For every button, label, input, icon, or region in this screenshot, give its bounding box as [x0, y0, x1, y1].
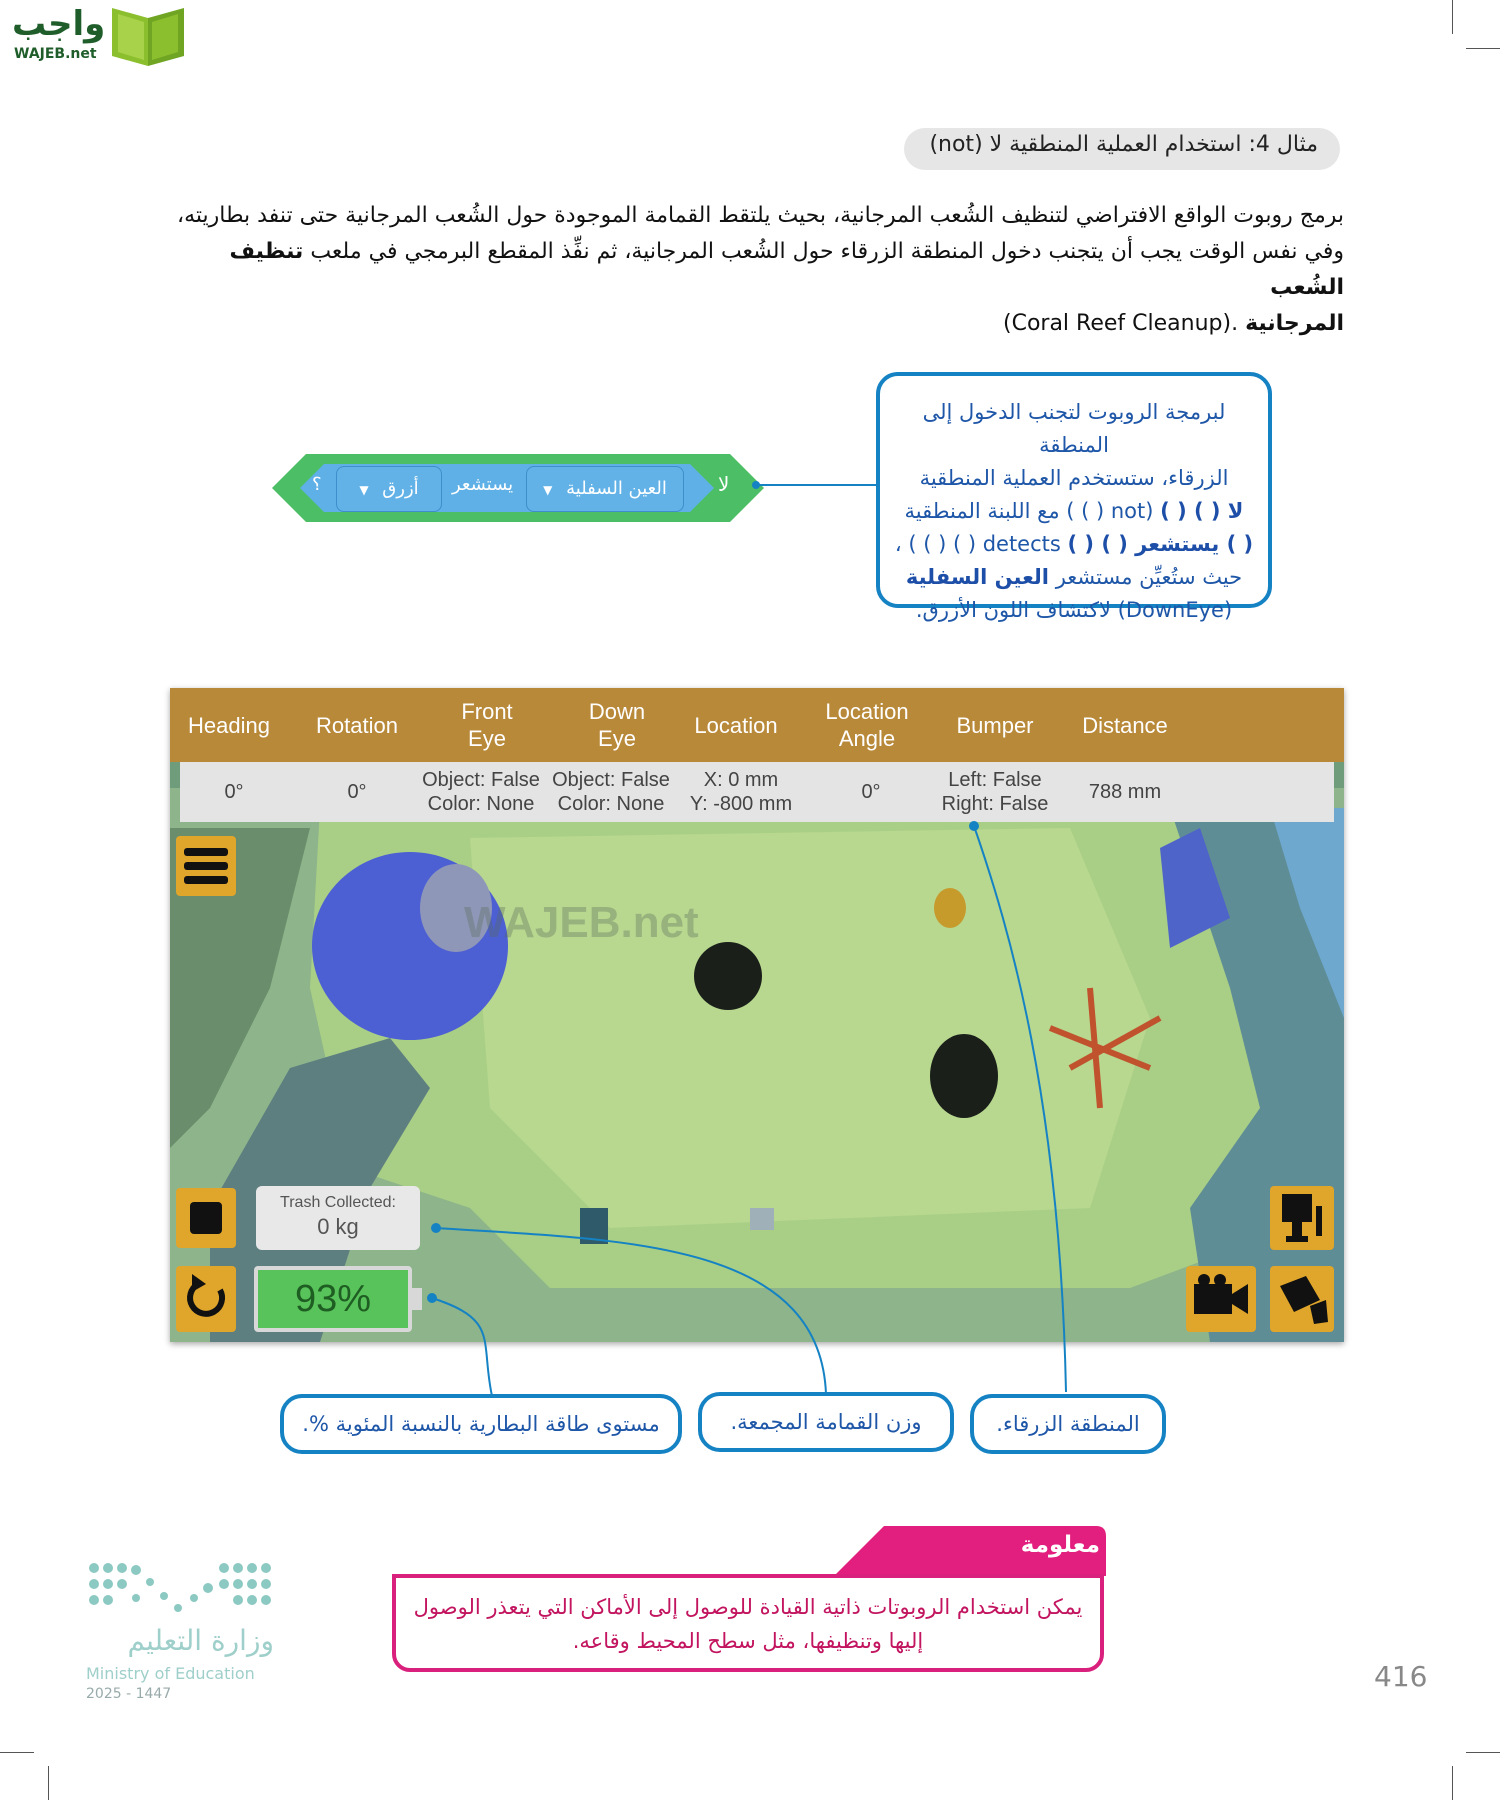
logo-latin-text: WAJEB.net [14, 46, 97, 62]
color-dropdown-value: أزرق [382, 478, 419, 499]
sensor-dropdown-value: العين السفلية [566, 478, 667, 499]
blue-zone-label: المنطقة الزرقاء. [970, 1394, 1166, 1454]
header-heading: Heading [188, 712, 270, 738]
info-line-1: يمكن استخدام الروبوتات ذاتية القيادة للوصول إلى الأماكن التي يتعذر الوصول [413, 1595, 1083, 1619]
value-down-eye-color: Color: None [557, 793, 665, 815]
battery-level-label: مستوى طاقة البطارية بالنسبة المئوية %. [280, 1394, 682, 1454]
chevron-down-icon: ▼ [543, 483, 553, 497]
value-distance: 788 mm [1088, 781, 1162, 803]
ministry-logo [84, 1558, 284, 1718]
value-bumper-left: Left: False [948, 769, 1042, 791]
question-mark: ؟ [312, 474, 322, 495]
header-distance: Distance [1082, 712, 1168, 738]
header-location-angle: Location Angle [825, 699, 909, 751]
value-front-eye-color: Color: None [427, 793, 535, 815]
value-location-y: Y: -800 mm [689, 793, 793, 815]
not-block-label: لا [718, 472, 730, 496]
bubble-bold-3: العين السفلية [905, 565, 1050, 589]
battery-indicator: 93% [254, 1266, 412, 1332]
watermark: WAJEB.net [464, 898, 699, 947]
dots-emblem-icon [84, 1558, 274, 1618]
bubble-bold-1: لا ( ) ( ) [1160, 499, 1244, 523]
value-location-angle: 0° [861, 781, 881, 803]
bubble-bold-2: ( ) يستشعر ( ) ( ) [1067, 532, 1254, 556]
bubble-line-4-text: detects ( ) ( ) ) ، [894, 532, 1061, 556]
ministry-english: Ministry of Education [86, 1664, 255, 1683]
value-bumper-right: Right: False [941, 793, 1049, 815]
bubble-line-3-text: (not ( ) ) مع اللبنة المنطقية [904, 499, 1154, 523]
value-front-eye-object: Object: False [422, 769, 540, 791]
trash-collected-label: Trash Collected: [280, 1194, 396, 1211]
bubble-line-1: لبرمجة الروبوت لتجنب الدخول إلى المنطقة [922, 400, 1226, 457]
info-line-2: إليها وتنظيفها، مثل سطح المحيط وقاعه. [572, 1629, 924, 1653]
value-heading: 0° [224, 781, 244, 803]
page-number: 416 [1374, 1660, 1428, 1693]
bubble-line-5-text: حيث ستُعيِّن مستشعر [1055, 565, 1243, 589]
value-rotation: 0° [347, 781, 367, 803]
header-rotation: Rotation [316, 712, 398, 738]
trash-weight-label: وزن القمامة المجمعة. [698, 1392, 954, 1452]
ministry-arabic: وزارة التعليم [127, 1624, 274, 1657]
header-location: Location [694, 712, 778, 738]
chevron-down-icon: ▼ [359, 483, 369, 497]
info-box [392, 1574, 1104, 1672]
intro-line-1: برمج روبوت الواقع الافتراضي لتنظيف الشُعب المرجانية، بحيث يلتقط القمامة الموجودة حول الشُعب المرجانية حتى تنفد بطاريته، [177, 203, 1344, 228]
logo-arabic-text: واجب [12, 4, 106, 44]
detects-label: يستشعر [452, 474, 514, 495]
info-title: معلومة [1020, 1532, 1100, 1558]
example-title: مثال 4: استخدام العملية المنطقية لا (not) [929, 132, 1318, 157]
bubble-line-6: (DownEye) لاكتشاف اللون الأزرق. [915, 598, 1233, 622]
header-front-eye: Front Eye [461, 699, 513, 751]
ministry-year: 2025 - 1447 [86, 1686, 172, 1702]
value-location-x: X: 0 mm [703, 769, 779, 791]
intro-line-2-text: وفي نفس الوقت يجب أن يتجنب دخول المنطقة الزرقاء حول الشُعب المرجانية، ثم نفِّذ المقطع البرمجي في ملعب [310, 239, 1344, 264]
bubble-line-2: الزرقاء، ستستخدم العملية المنطقية [919, 466, 1229, 490]
value-down-eye-object: Object: False [552, 769, 670, 791]
trash-collected-value: 0 kg [317, 1214, 359, 1239]
header-down-eye: Down Eye [588, 699, 646, 751]
header-bumper: Bumper [956, 712, 1034, 738]
intro-bold-2: المرجانية [1245, 311, 1344, 336]
intro-line-3-text: (Coral Reef Cleanup). [1003, 311, 1239, 336]
intro-bold-1: تنظيف الشُعب [229, 239, 1344, 300]
